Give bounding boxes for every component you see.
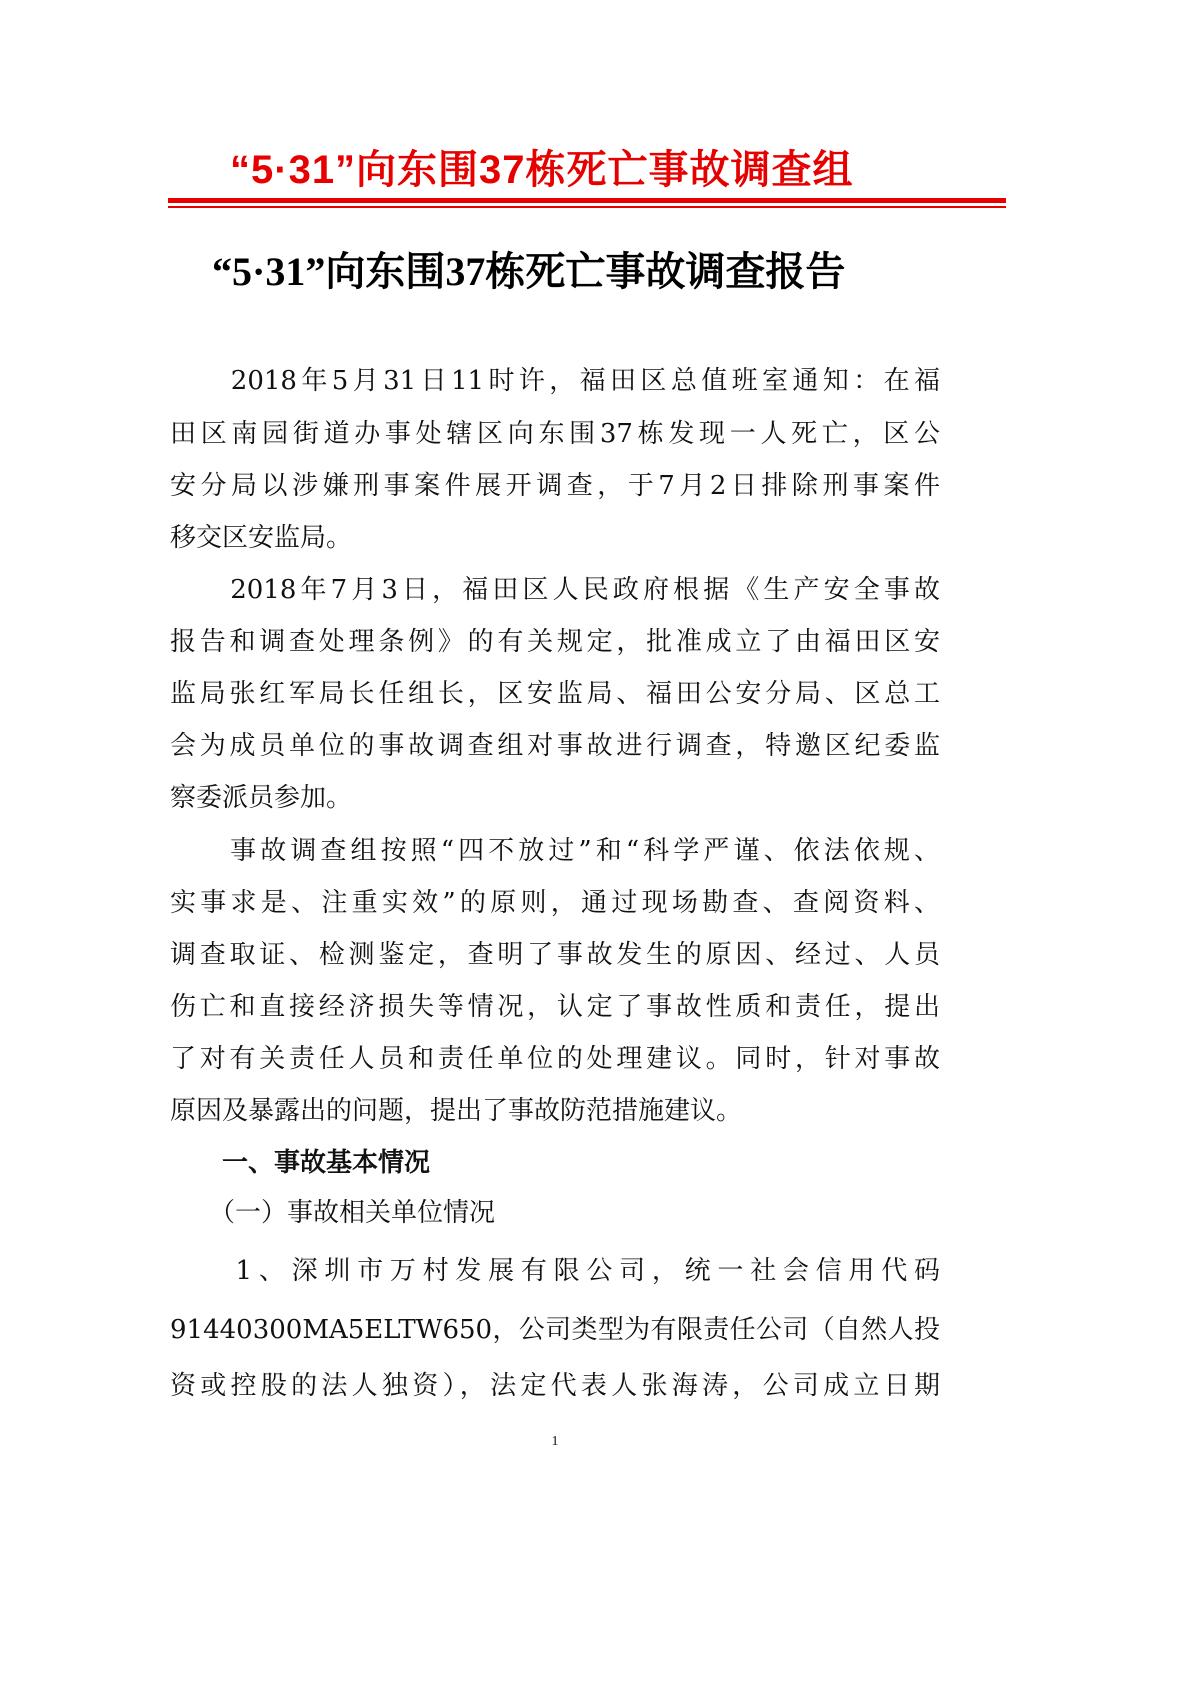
header-divider-thick (168, 198, 1006, 203)
body-text-line: 1、深圳市万村发展有限公司，统一社会信用代码 (170, 1256, 940, 1286)
document-title: “5·31”向东围37栋死亡事故调查报告 (212, 249, 846, 294)
organization-header: “5·31”向东围37栋死亡事故调查组 (230, 148, 854, 192)
body-text-line: 91440300MA5ELTW650，公司类型为有限责任公司（自然人投 (170, 1315, 940, 1345)
body-text-line: 伤亡和直接经济损失等情况，认定了事故性质和责任，提出 (170, 992, 940, 1022)
header-divider-thin (168, 206, 1006, 208)
body-text-line: 报告和调查处理条例》的有关规定，批准成立了由福田区安 (170, 627, 940, 657)
body-text-line: 原因及暴露出的问题，提出了事故防范措施建议。 (170, 1096, 743, 1126)
body-text-line: 安分局以涉嫌刑事案件展开调查，于7月2日排除刑事案件 (170, 471, 940, 501)
body-text-line: 2018年5月31日11时许，福田区总值班室通知：在福 (170, 366, 940, 396)
body-text-line: 了对有关责任人员和责任单位的处理建议。同时，针对事故 (170, 1044, 940, 1074)
body-text-line: 田区南园街道办事处辖区向东围37栋发现一人死亡，区公 (170, 419, 940, 449)
body-text-line: 监局张红军局长任组长，区安监局、福田公安分局、区总工 (170, 679, 940, 709)
body-text-line: 资或控股的法人独资），法定代表人张海涛，公司成立日期 (170, 1371, 940, 1401)
subsection-heading: （一）事故相关单位情况 (170, 1198, 496, 1228)
body-text-line: 调查取证、检测鉴定，查明了事故发生的原因、经过、人员 (170, 940, 940, 970)
body-text-line: 会为成员单位的事故调查组对事故进行调查，特邀区纪委监 (170, 731, 940, 761)
body-text-line: 2018年7月3日，福田区人民政府根据《生产安全事故 (170, 575, 940, 605)
body-text-line: 实事求是、注重实效”的原则，通过现场勘查、查阅资料、 (170, 888, 940, 918)
body-text-line: 事故调查组按照“四不放过”和“科学严谨、依法依规、 (170, 836, 940, 866)
body-text-line: 察委派员参加。 (170, 783, 353, 813)
section-heading: 一、事故基本情况 (170, 1148, 431, 1178)
page-number: 1 (551, 1434, 559, 1449)
body-text-line: 移交区安监局。 (170, 523, 353, 553)
